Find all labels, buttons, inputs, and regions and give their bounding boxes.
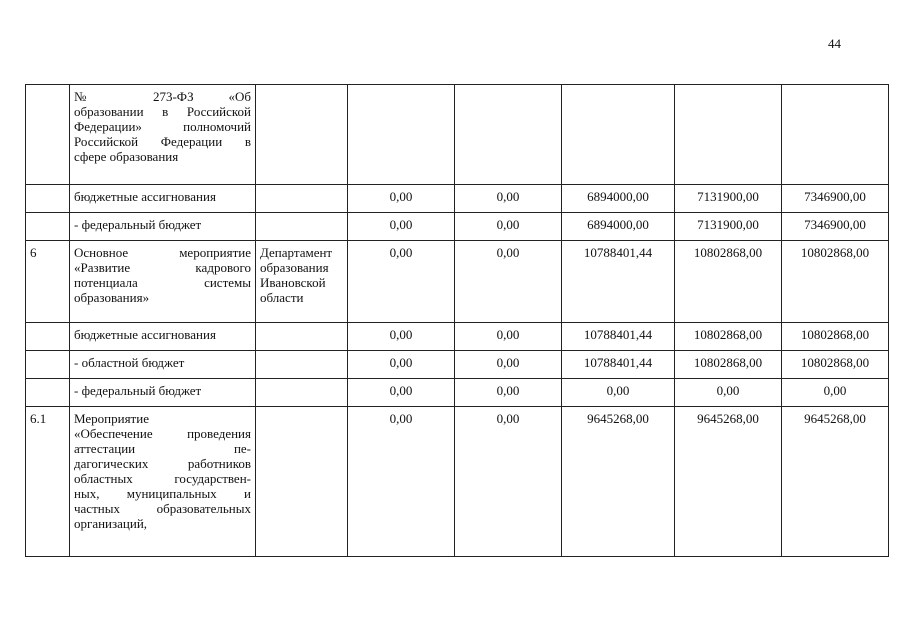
row-name-line: частных образовательных [74, 501, 251, 516]
row-value-5 [782, 85, 889, 185]
row-value-5: 7346900,00 [782, 185, 889, 213]
row-name [70, 85, 256, 185]
budget-table-body [26, 85, 889, 557]
row-number [26, 185, 70, 213]
row-value-2: 0,00 [455, 241, 562, 323]
row-value-2: 0,00 [455, 185, 562, 213]
row-number [26, 351, 70, 379]
row-name-line: Федерации» полномочий [74, 119, 251, 134]
row-value-3: 10788401,44 [562, 241, 675, 323]
row-name-line: бюджетные ассигнования [74, 189, 216, 204]
row-value-3 [562, 85, 675, 185]
row-name-line: ных, муниципальных и [74, 486, 251, 501]
row-executor [256, 85, 348, 185]
page-number: 44 [828, 36, 841, 51]
row-name-line: образования» [74, 290, 150, 305]
row-value-4: 7131900,00 [675, 185, 782, 213]
row-executor [256, 379, 348, 407]
row-name-line: аттестации пе- [74, 441, 251, 456]
row-number: 6.1 [26, 407, 70, 557]
row-executor-line: области [260, 290, 304, 305]
row-name [70, 351, 256, 379]
table-row [26, 185, 889, 213]
row-name [70, 185, 256, 213]
row-value-1: 0,00 [348, 351, 455, 379]
row-name-line: «Развитие кадрового [74, 260, 251, 275]
row-value-4: 0,00 [675, 379, 782, 407]
row-executor-line: Департамент [260, 245, 333, 260]
row-value-5: 10802868,00 [782, 241, 889, 323]
row-value-4: 10802868,00 [675, 351, 782, 379]
row-value-4: 7131900,00 [675, 213, 782, 241]
row-value-4: 10802868,00 [675, 323, 782, 351]
row-name [70, 213, 256, 241]
row-value-2 [455, 85, 562, 185]
row-executor [256, 185, 348, 213]
row-value-2: 0,00 [455, 323, 562, 351]
table-row [26, 407, 889, 557]
row-value-2: 0,00 [455, 379, 562, 407]
row-value-3: 10788401,44 [562, 351, 675, 379]
row-name-line: потенциала системы [74, 275, 251, 290]
row-name-line: - федеральный бюджет [74, 383, 202, 398]
row-number [26, 213, 70, 241]
row-name-line: - федеральный бюджет [74, 217, 202, 232]
row-name-line: бюджетные ассигнования [74, 327, 216, 342]
row-name-line: организаций, [74, 516, 148, 531]
row-number: 6 [26, 241, 70, 323]
row-value-1: 0,00 [348, 379, 455, 407]
row-value-4: 10802868,00 [675, 241, 782, 323]
table-row [26, 323, 889, 351]
row-value-5: 9645268,00 [782, 407, 889, 557]
row-value-1 [348, 85, 455, 185]
row-value-1: 0,00 [348, 323, 455, 351]
row-name-line: образовании в Российской [74, 104, 251, 119]
row-value-5: 7346900,00 [782, 213, 889, 241]
row-number [26, 379, 70, 407]
row-number [26, 85, 70, 185]
row-value-5: 10802868,00 [782, 323, 889, 351]
row-name-line: областных государствен- [74, 471, 251, 486]
row-number [26, 323, 70, 351]
table-row [26, 213, 889, 241]
budget-table [25, 84, 889, 557]
row-name [70, 241, 256, 323]
table-row [26, 241, 889, 323]
row-value-3: 6894000,00 [562, 213, 675, 241]
row-name-line: дагогических работников [74, 456, 251, 471]
row-value-3: 0,00 [562, 379, 675, 407]
table-row [26, 379, 889, 407]
row-executor-line: Ивановской [260, 275, 326, 290]
row-value-5: 0,00 [782, 379, 889, 407]
row-executor [256, 213, 348, 241]
row-name-line: сфере образования [74, 149, 179, 164]
row-name [70, 407, 256, 557]
row-value-1: 0,00 [348, 241, 455, 323]
row-name-line: Основное мероприятие [74, 245, 251, 260]
row-value-2: 0,00 [455, 407, 562, 557]
row-name [70, 379, 256, 407]
row-value-1: 0,00 [348, 185, 455, 213]
row-name-line: - областной бюджет [74, 355, 185, 370]
table-row [26, 85, 889, 185]
row-value-1: 0,00 [348, 213, 455, 241]
row-name-line: Мероприятие [74, 411, 149, 426]
row-value-4: 9645268,00 [675, 407, 782, 557]
row-name-line: № 273-ФЗ «Об [74, 89, 251, 104]
row-executor [256, 241, 348, 323]
row-value-2: 0,00 [455, 213, 562, 241]
row-value-1: 0,00 [348, 407, 455, 557]
row-executor-line: образования [260, 260, 329, 275]
row-value-3: 6894000,00 [562, 185, 675, 213]
row-name-line: «Обеспечение проведения [74, 426, 251, 441]
row-executor [256, 323, 348, 351]
row-name-line: Российской Федерации в [74, 134, 251, 149]
table-row [26, 351, 889, 379]
row-value-5: 10802868,00 [782, 351, 889, 379]
row-value-3: 9645268,00 [562, 407, 675, 557]
row-value-2: 0,00 [455, 351, 562, 379]
row-value-3: 10788401,44 [562, 323, 675, 351]
row-executor [256, 407, 348, 557]
row-value-4 [675, 85, 782, 185]
row-name [70, 323, 256, 351]
row-executor [256, 351, 348, 379]
